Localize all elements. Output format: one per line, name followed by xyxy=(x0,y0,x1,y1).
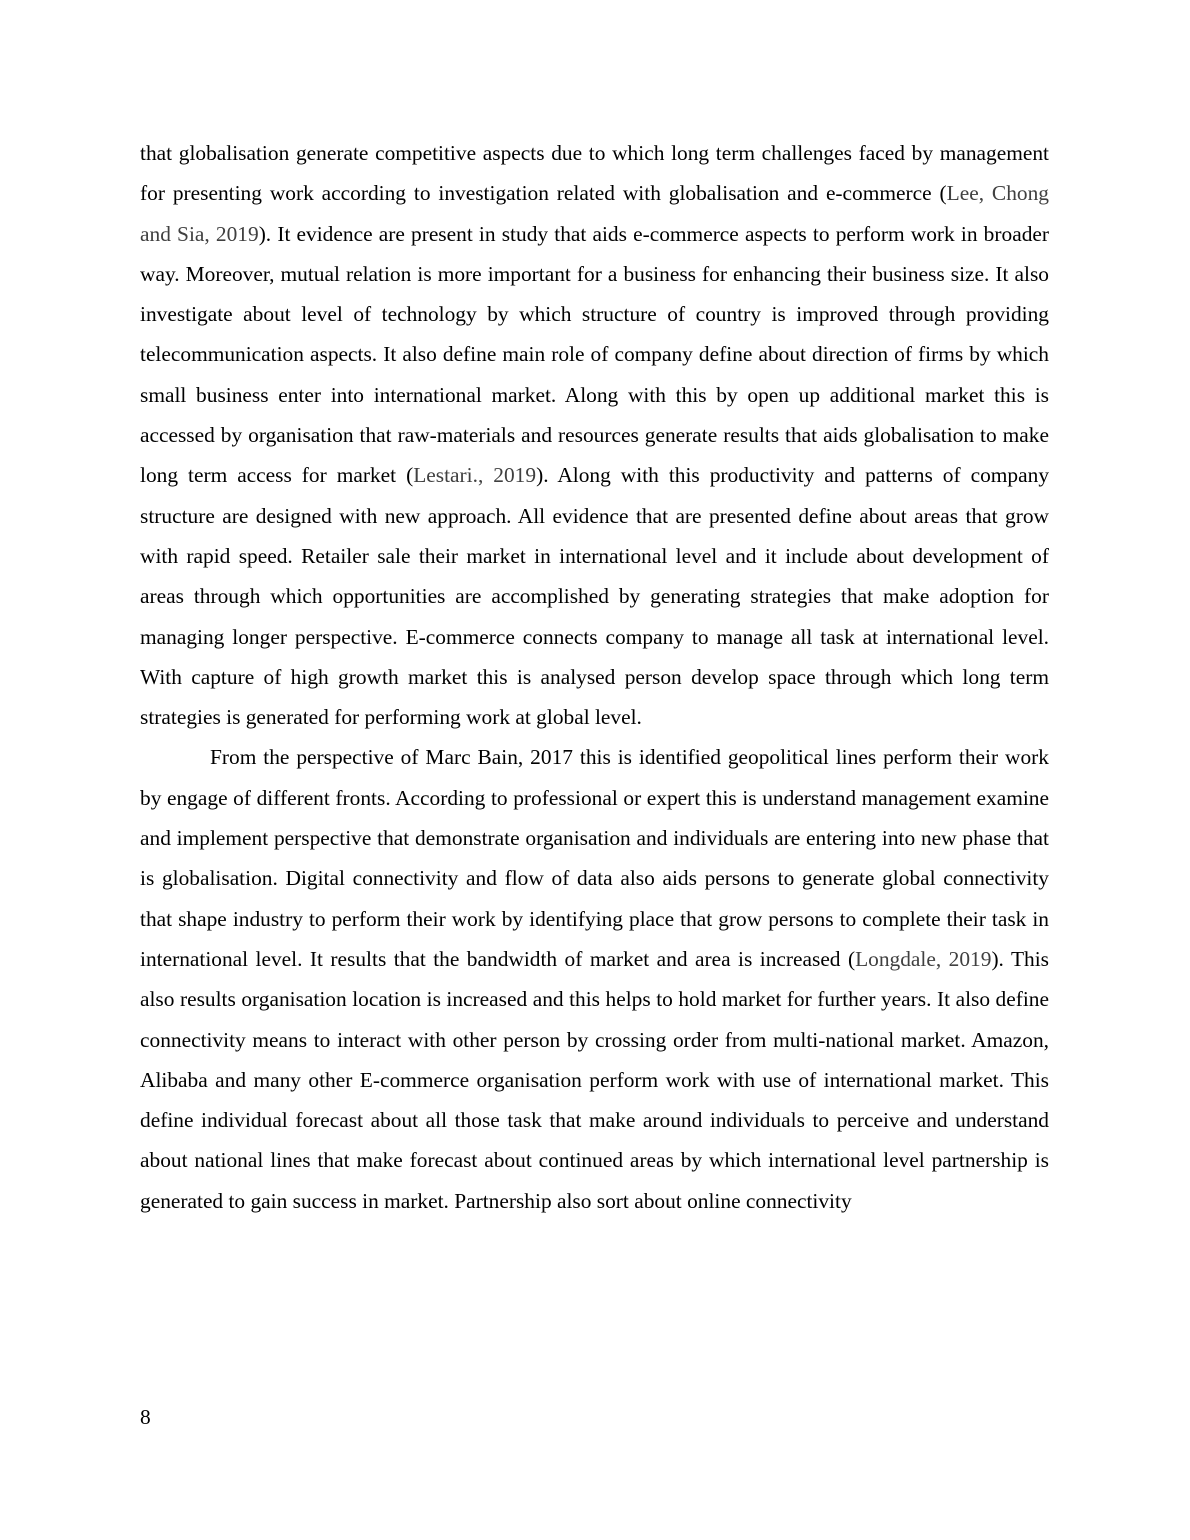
text-run: ). It evidence are present in study that aids e-commerce aspects to perform work in broader way. Moreover, mutual relation is more important for a business for enhancing their business size. It also investigate about level of technology by which structure of country is improved through providing telecommunication aspects. It also define main role of company define about direction of firms by which small business enter into international market. Along with this by open up additional market this is accessed by organisation that raw-materials and resources generate results that aids globalisation to make long term access for market ( xyxy=(140,221,1050,488)
body-text xyxy=(140,133,1049,1221)
text-run: ). Along with this productivity and patterns of company structure are designed with new approach. All evidence that are presented define about areas that grow with rapid speed. Retailer sale their market in international level and it include about development of areas through which opportunities are accomplished by generating strategies that make adoption for managing longer perspective. E-commerce connects company to manage all task at international level. With capture of high growth market this is analysed person develop space through which long term strategies is generated for performing work at global level. xyxy=(140,463,1050,730)
text-run: From the perspective of Marc Bain, 2017 this is identified geopolitical lines perform their work by engage of different fronts. According to professional or expert this is understand management examine and implement perspective that demonstrate organisation and individuals are entering into new phase that is globalisation. Digital connectivity and flow of data also aids persons to generate global connectivity that shape industry to perform their work by identifying place that grow persons to complete their task in international level. It results that the bandwidth of market and area is increased ( xyxy=(140,745,1049,971)
citation: Lestari., 2019 xyxy=(413,463,537,488)
paragraph-2 xyxy=(140,737,1049,1221)
page-number: 8 xyxy=(140,1405,151,1429)
paragraph-1 xyxy=(140,133,1049,737)
text-run: that globalisation generate competitive aspects due to which long term challenges faced by management for presenting work according to investigation related with globalisation and e-commerce ( xyxy=(140,141,1049,206)
citation: Longdale, 2019 xyxy=(855,946,992,971)
text-run: ). This also results organisation location is increased and this helps to hold market for further years. It also define connectivity means to interact with other person by crossing order from multi-national market. Amazon, Alibaba and many other E-commerce organisation perform work with use of international market. This define individual forecast about all those task that make around individuals to perceive and understand about national lines that make forecast about continued areas by which international level partnership is generated to gain success in market. Partnership also sort about online connectivity xyxy=(140,946,1049,1213)
citation: Lee, Chong and Sia, 2019 xyxy=(140,181,1049,246)
